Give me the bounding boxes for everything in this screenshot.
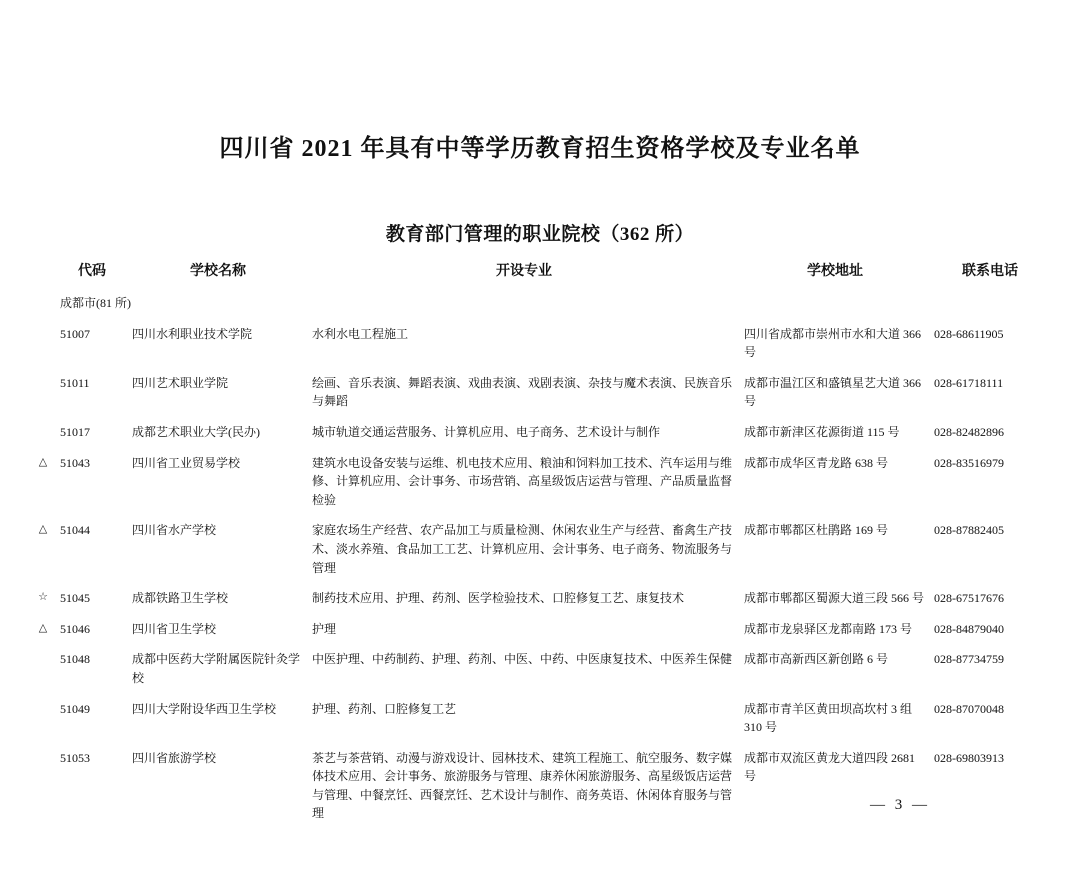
- row-major: 中医护理、中药制药、护理、药剂、中医、中药、中医康复技术、中医养生保健: [312, 652, 733, 667]
- row-major: 护理、药剂、口腔修复工艺: [312, 701, 457, 716]
- group-mark-cell: [30, 288, 56, 319]
- row-major: 城市轨道交通运营服务、计算机应用、电子商务、艺术设计与制作: [312, 424, 661, 439]
- row-mark: △: [38, 621, 48, 634]
- row-phone: 028-87882405: [934, 523, 1004, 538]
- section-title: 教育部门管理的职业院校（362 所）: [385, 224, 695, 245]
- table-row: [30, 614, 1050, 645]
- row-phone: 028-68611905: [934, 326, 1004, 341]
- group-label: 成都市(81 所): [60, 296, 131, 310]
- row-school: 成都铁路卫生学校: [132, 591, 229, 606]
- column-header-address: 学校地址: [807, 264, 863, 279]
- row-school: 四川艺术职业学院: [132, 375, 229, 390]
- row-code: 51046: [60, 621, 90, 636]
- table-row: [30, 368, 1050, 417]
- row-phone: 028-87070048: [934, 701, 1004, 716]
- column-header-phone: 联系电话: [962, 264, 1018, 279]
- row-address: 成都市龙泉驿区龙都南路 173 号: [744, 621, 913, 636]
- row-address: 成都市青羊区黄田坝高坎村 3 组 310 号: [744, 701, 913, 735]
- row-mark: [30, 368, 56, 417]
- row-code: 51049: [60, 701, 90, 716]
- table-row: [30, 319, 1050, 368]
- row-address: 成都市成华区青龙路 638 号: [744, 455, 889, 470]
- row-phone: 028-87734759: [934, 652, 1004, 667]
- row-phone: 028-82482896: [934, 424, 1004, 439]
- table-row: [30, 417, 1050, 448]
- row-code: 51053: [60, 750, 90, 765]
- row-mark: △: [38, 455, 48, 468]
- row-address: 成都市郫都区蜀源大道三段 566 号: [744, 591, 925, 606]
- table-row: [30, 644, 1050, 693]
- row-mark: [30, 644, 56, 693]
- column-header-major: 开设专业: [496, 264, 552, 279]
- row-school: 成都中医药大学附属医院针灸学校: [132, 652, 301, 685]
- row-address: 成都市高新西区新创路 6 号: [744, 652, 889, 667]
- table-header-row: [30, 256, 1050, 288]
- row-major: 护理: [312, 621, 337, 636]
- document-page: [0, 128, 1080, 892]
- row-phone: 028-69803913: [934, 750, 1004, 765]
- table-row: [30, 448, 1050, 516]
- row-mark: △: [38, 523, 48, 536]
- row-school: 四川省旅游学校: [132, 750, 217, 765]
- row-major: 家庭农场生产经营、农产品加工与质量检测、休闲农业生产与经营、畜禽生产技术、淡水养殖、食品加工工艺、计算机应用、会计事务、电子商务、物流服务与管理: [312, 523, 733, 575]
- row-mark: [30, 319, 56, 368]
- row-mark: [30, 743, 56, 829]
- row-address: 成都市双流区黄龙大道四段 2681 号: [744, 750, 916, 784]
- row-school: 四川省工业贸易学校: [132, 455, 241, 470]
- row-code: 51011: [60, 375, 90, 390]
- row-major: 水利水电工程施工: [312, 326, 409, 341]
- row-major: 茶艺与茶营销、动漫与游戏设计、园林技术、建筑工程施工、航空服务、数字媒体技术应用、会计事务、旅游服务与管理、康养休闲旅游服务、高星级饭店运营与管理、中餐烹饪、西餐烹饪、艺术设计与制作、商务英语、休闲体育服务与管理: [312, 750, 733, 821]
- row-code: 51045: [60, 591, 90, 606]
- row-code: 51044: [60, 523, 90, 538]
- row-address: 四川省成都市崇州市水和大道 366 号: [744, 326, 922, 360]
- table-group-row: [30, 288, 1050, 319]
- table-body: [30, 288, 1050, 829]
- row-code: 51017: [60, 424, 90, 439]
- row-phone: 028-67517676: [934, 591, 1004, 606]
- table-row: [30, 583, 1050, 614]
- row-school: 四川大学附设华西卫生学校: [132, 701, 277, 716]
- row-address: 成都市温江区和盛镇星艺大道 366 号: [744, 375, 922, 409]
- row-mark: [30, 694, 56, 743]
- table-row: [30, 515, 1050, 583]
- row-school: 四川省水产学校: [132, 523, 217, 538]
- row-phone: 028-84879040: [934, 621, 1004, 636]
- row-mark: ☆: [38, 591, 48, 604]
- row-school: 四川省卫生学校: [132, 621, 217, 636]
- row-phone: 028-61718111: [934, 375, 1004, 390]
- row-code: 51043: [60, 455, 90, 470]
- row-mark: [30, 417, 56, 448]
- row-school: 成都艺术职业大学(民办): [132, 424, 260, 439]
- column-header-code: 代码: [78, 264, 106, 279]
- table-row: [30, 743, 1050, 829]
- row-major: 建筑水电设备安装与运维、机电技术应用、粮油和饲料加工技术、汽车运用与维修、计算机应用、会计事务、市场营销、高星级饭店运营与管理、产品质量监督检验: [312, 455, 733, 507]
- column-header-mark: [30, 256, 56, 288]
- row-major: 制药技术应用、护理、药剂、医学检验技术、口腔修复工艺、康复技术: [312, 591, 685, 606]
- table-row: [30, 694, 1050, 743]
- row-phone: 028-83516979: [934, 455, 1004, 470]
- page-number: — 3 —: [870, 797, 930, 813]
- row-address: 成都市新津区花源街道 115 号: [744, 424, 900, 439]
- row-code: 51007: [60, 326, 90, 341]
- row-school: 四川水利职业技术学院: [132, 326, 253, 341]
- column-header-school: 学校名称: [190, 264, 246, 279]
- school-list-table: [30, 256, 1050, 829]
- page-title: 四川省 2021 年具有中等学历教育招生资格学校及专业名单: [219, 136, 861, 162]
- row-major: 绘画、音乐表演、舞蹈表演、戏曲表演、戏剧表演、杂技与魔术表演、民族音乐与舞蹈: [312, 375, 733, 409]
- row-address: 成都市郫都区杜鹃路 169 号: [744, 523, 889, 538]
- row-code: 51048: [60, 652, 90, 667]
